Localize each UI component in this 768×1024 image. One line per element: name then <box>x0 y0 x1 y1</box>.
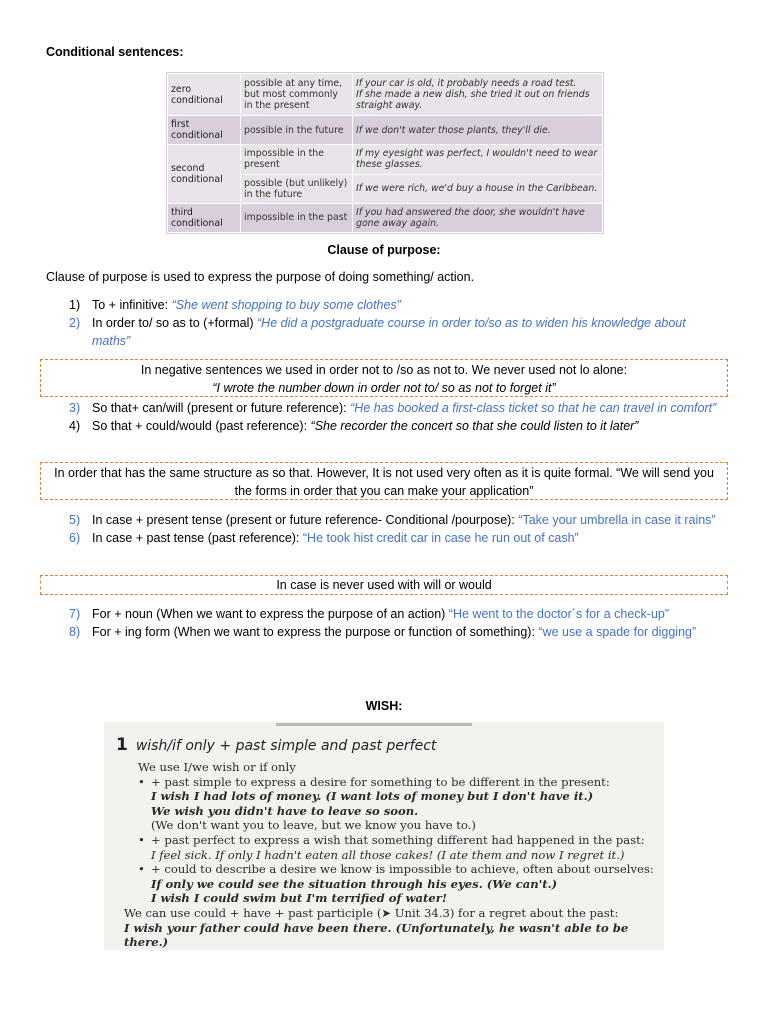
wish-line: • + could to describe a desire we know is impossible to achieve, often about ourselves: <box>138 862 658 877</box>
list-item <box>46 623 726 641</box>
wish-number: 1 <box>116 735 128 755</box>
table-cell: possible at any time, but most commonly in the present <box>241 74 353 116</box>
list-item <box>46 511 726 529</box>
table-cell: possible (but unlikely) in the future <box>241 174 353 203</box>
wish-title-text: wish/if only + past simple and past perfect <box>135 738 437 754</box>
table-cell: If we were rich, we'd buy a house in the Caribbean. <box>353 174 603 203</box>
note-example: “I wrote the number down in order not to/ so as not to forget it” <box>212 381 556 395</box>
example-text: “She recorder the concert so that she could listen to it later” <box>310 419 639 433</box>
wish-line: We can use could + have + past participle (➤ Unit 34.3) for a regret about the past: <box>124 905 619 920</box>
list-item <box>46 314 726 350</box>
list-number: 3) <box>69 401 81 415</box>
note-text: In order that has the same structure as so that. However, It is not used very often as it is quite formal. “We will send you the forms in order that you can make your application” <box>54 466 714 498</box>
list-item-text: So that+ can/will (present or future reference): <box>92 401 351 415</box>
divider <box>276 723 472 726</box>
wish-line: • + past simple to express a desire for something to be different in the present: <box>138 775 658 790</box>
table-cell: third conditional <box>168 203 241 232</box>
list-number: 1) <box>69 298 81 312</box>
wish-line: We wish you didn't have to leave so soon. <box>151 803 419 818</box>
list-item-text: In case + present tense (present or future reference- Conditional /pourpose): <box>92 513 519 527</box>
wish-line: If only we could see the situation through his eyes. (We can't.) <box>151 876 558 891</box>
list-item-text: In order to/ so as to (+formal) <box>92 316 257 330</box>
example-text: “He did a postgraduate course in order to/so as to widen his knowledge about maths” <box>92 316 686 348</box>
section-heading-wish: WISH: <box>365 699 403 713</box>
wish-line: I wish I had lots of money. (I want lots of money but I don't have it.) <box>151 789 594 804</box>
table-cell: second conditional <box>168 145 241 203</box>
list-number: 8) <box>69 625 81 639</box>
table-cell: If you had answered the door, she wouldn't have gone away again. <box>353 203 603 232</box>
table-cell: If your car is old, it probably needs a road test. If she made a new dish, she tried it out on friends straight away. <box>353 74 603 116</box>
section-heading-purpose: Clause of purpose: <box>327 243 441 257</box>
list-item <box>46 605 726 623</box>
list-item <box>46 529 726 547</box>
example-text: “He has booked a first-class ticket so that he can travel in comfort” <box>350 401 717 415</box>
example-text: “Take your umbrella in case it rains” <box>518 513 716 527</box>
list-number: 7) <box>69 607 81 621</box>
list-item-text: So that + could/would (past reference): <box>92 419 311 433</box>
page-title: Conditional sentences: <box>46 45 184 59</box>
list-number: 4) <box>69 419 81 433</box>
example-text: “He went to the doctor´s for a check-up” <box>448 607 670 621</box>
list-item-text: In case + past tense (past reference): <box>92 531 303 545</box>
wish-line: I wish your father could have been there. (Unfortunately, he wasn't able to be there.) <box>124 920 629 950</box>
table-cell: possible in the future <box>241 116 353 145</box>
list-item <box>46 417 726 435</box>
note-text: In negative sentences we used in order not to /so as not to. We never used not lo alone: <box>140 363 628 377</box>
intro-text: Clause of purpose is used to express the purpose of doing something/ action. <box>46 270 475 284</box>
note-box <box>40 359 728 397</box>
list-number: 5) <box>69 513 81 527</box>
list-number: 2) <box>69 316 81 330</box>
list-item-text: For + noun (When we want to express the purpose of an action) <box>92 607 449 621</box>
conditional-table-image <box>166 72 604 234</box>
note-text: In case is never used with will or would <box>276 578 492 592</box>
list-item-text: To + infinitive: <box>92 298 172 312</box>
wish-line: (We don't want you to leave, but we know you have to.) <box>151 818 476 833</box>
table-cell: impossible in the present <box>241 145 353 174</box>
list-item-text: For + ing form (When we want to express the purpose or function of something): <box>92 625 539 639</box>
table-cell: impossible in the past <box>241 203 353 232</box>
wish-title <box>116 735 437 755</box>
wish-line: • + past perfect to express a wish that something different had happened in the past: <box>138 833 658 848</box>
list-item <box>46 296 726 314</box>
wish-line: I feel sick. If only I hadn't eaten all those cakes! (I ate them and now I regret it.) <box>151 847 625 862</box>
example-text: “She went shopping to buy some clothes” <box>171 298 401 312</box>
note-box <box>40 462 728 500</box>
note-box <box>40 575 728 595</box>
example-text: “He took hist credit car in case he run out of cash” <box>302 531 579 545</box>
example-text: “we use a spade for digging” <box>538 625 697 639</box>
table-cell: first conditional <box>168 116 241 145</box>
wish-grammar-image <box>104 722 664 950</box>
list-number: 6) <box>69 531 81 545</box>
wish-line: I wish I could swim but I'm terrified of water! <box>151 891 447 906</box>
list-item <box>46 399 726 417</box>
wish-line: We use I/we wish or if only <box>138 760 296 774</box>
table-cell: If my eyesight was perfect, I wouldn't need to wear these glasses. <box>353 145 603 174</box>
table-cell: zero conditional <box>168 74 241 116</box>
table-cell: If we don't water those plants, they'll die. <box>353 116 603 145</box>
